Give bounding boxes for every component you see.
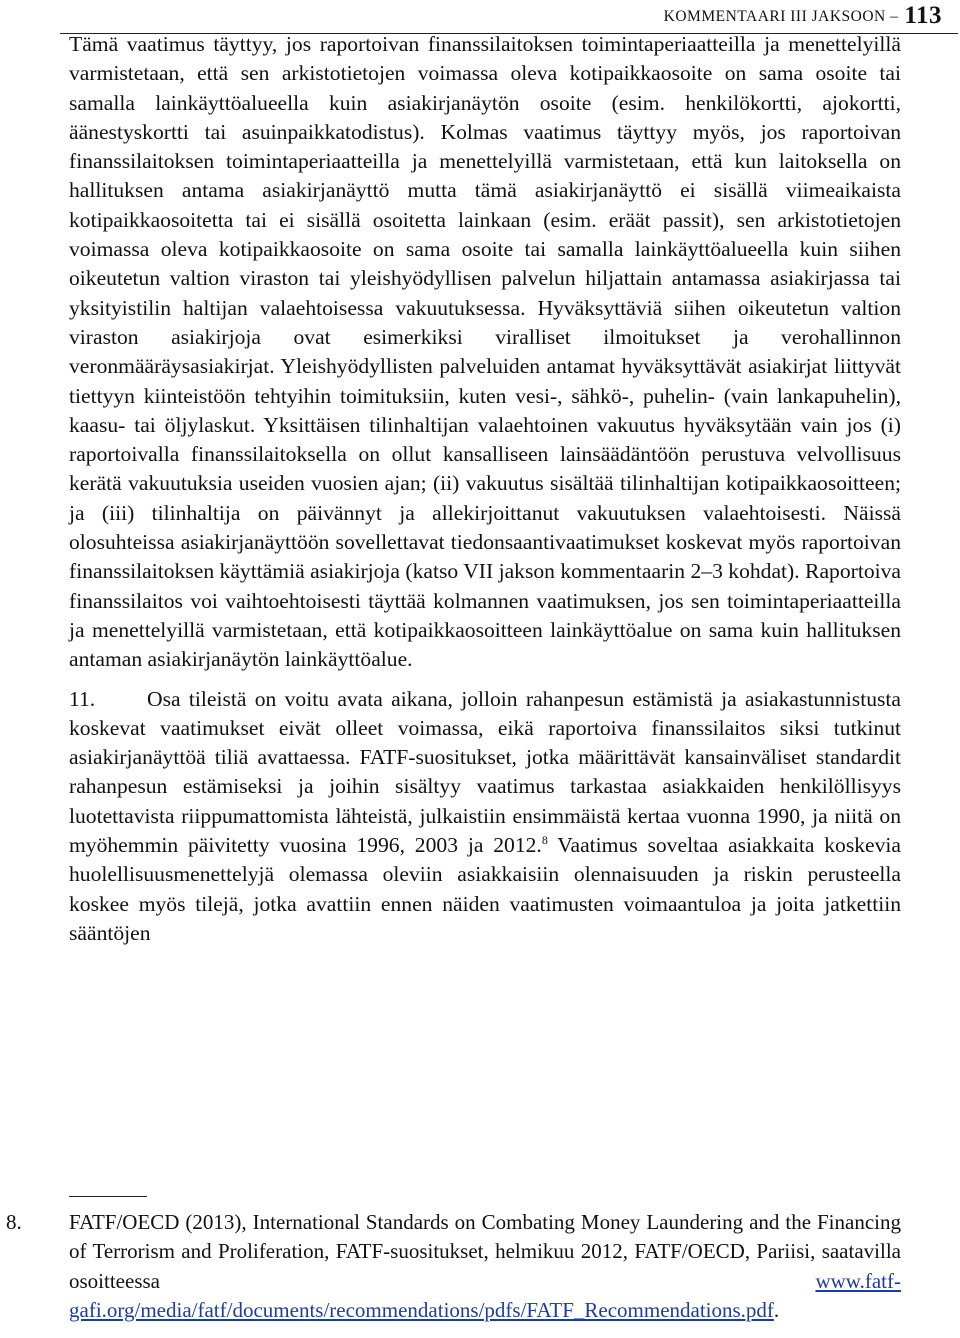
footnote-link[interactable]: www.fatf-gafi.org/media/fatf/documents/recommendations/pdfs/FATF_Recommendations.pdf bbox=[69, 1268, 901, 1322]
footnote-end: . bbox=[773, 1297, 780, 1322]
footnote-label: 8. bbox=[6, 1210, 22, 1234]
footnote-text: FATF/OECD (2013), International Standards on Combating Money Laundering and the Financing of Terrorism and Proliferation, FATF-suositukset, helmikuu 2012, FATF/OECD, Pariisi, saatavilla osoitteessa bbox=[69, 1210, 901, 1293]
paragraph-2 bbox=[69, 685, 901, 949]
paragraph-1: Tämä vaatimus täyttyy, jos raportoivan finanssilaitoksen toimintaperiaatteilla ja menettelyillä varmistetaan, että sen arkistotietojen voimassa oleva kotipaikkaosoite on sama osoite tai samalla lainkäyttöalueella kuin asiakirjanäytön osoite (esim. henkilökortti, ajokortti, äänestyskortti tai asuinpaikkatodistus). Kolmas vaatimus täyttyy myös, jos raportoivan finanssilaitoksen toimintaperiaatteilla ja menettelyillä varmistetaan, että kun laitoksella on hallituksen antama asiakirjanäyttö mutta tämä asiakirjanäyttö ei sisällä viimeaikaista kotipaikkaosoitetta tai ei sisällä osoitetta lainkaan (esim. eräät passit), sen arkistotietojen voimassa oleva kotipaikkaosoite on sama osoite tai samalla lainkäyttöalueella kuin siihen oikeutetun valtion viraston tai yleishyödyllisen palvelun hiljattain antamassa asiakirjassa tai yksityistilin haltijan valaehtoisessa vakuutuksessa. Hyväksyttäviä siihen oikeutetun valtion viraston asiakirjoja ovat esimerkiksi viralliset ilmoitukset ja verohallinnon veronmääräysasiakirjat. Yleishyödyllisten palveluiden antamat hyväksyttävät asiakirjat liittyvät tiettyyn kiinteistöön tehtyihin toimituksiin, kuten vesi-, sähkö-, puhelin- (vain lankapuhelin), kaasu- tai öljylaskut. Yksittäisen tilinhaltijan valaehtoinen vakuutus hyväksytään vain jos (i) raportoivalla finanssilaitoksella on ollut kansalliseen lainsäädäntöön perustuva velvollisuus kerätä vakuutuksia useiden vuosien ajan; (ii) vakuutus sisältää tilinhaltijan kotipaikkaosoitteen; ja (iii) tilinhaltija on päivännyt ja allekirjoittanut vakuutuksen valaehtoisesti. Näissä olosuhteissa asiakirjanäyttöön sovellettavat tiedonsaantivaatimukset koskevat myös raportoivan finanssilaitoksen käyttämiä asiakirjoja (katso VII jakson kommentaarin 2–3 kohdat). Raportoiva finanssilaitos voi vaihtoehtoisesti täyttää kolmannen vaatimuksen, jos sen toimintaperiaatteilla ja menettelyillä varmistetaan, että kotipaikkaosoitteen lainkäyttöalue on sama kuin hallituksen antaman asiakirjanäytön lainkäyttöalue. bbox=[69, 32, 901, 672]
page-number: 113 bbox=[904, 2, 942, 29]
footnote-rule bbox=[69, 1196, 147, 1197]
body-text bbox=[69, 30, 901, 948]
paragraph-2-text: Osa tileistä on voitu avata aikana, jolloin rahanpesun estämistä ja asiakastunnistusta koskevat vaatimukset eivät olleet voimassa, eikä raportoiva finanssilaitos siksi tutkinut asiakirjanäyttöä tiliä avattaessa. FATF-suositukset, jotka määrittävät kansainväliset standardit rahanpesun estämiseksi ja joihin sisältyy vaatimus tarkastaa asiakkaiden henkilöllisyys luotettavista riippumattomista lähteistä, julkaistiin ensimmäistä kertaa vuonna 1990, ja niitä on myöhemmin päivitetty vuosina 1996, 2003 ja 2012. bbox=[69, 686, 901, 858]
running-header bbox=[664, 2, 942, 30]
footnote-text-block bbox=[69, 1208, 901, 1325]
paragraph-2-continuation: Vaatimus soveltaa asiakkaita koskevia huolellisuusmenettelyjä olemassa oleviin asiakkaisiin olennaisuuden ja riskin perusteella koskee myös tilejä, jotka avattiin ennen näiden vaatimusten voimaantuloa ja joita jatkettiin sääntöjen bbox=[69, 833, 901, 945]
running-title: KOMMENTAARI III JAKSOON – bbox=[663, 8, 899, 25]
paragraph-number: 11. bbox=[69, 686, 96, 711]
footnote-reference[interactable]: 8 bbox=[541, 833, 548, 848]
